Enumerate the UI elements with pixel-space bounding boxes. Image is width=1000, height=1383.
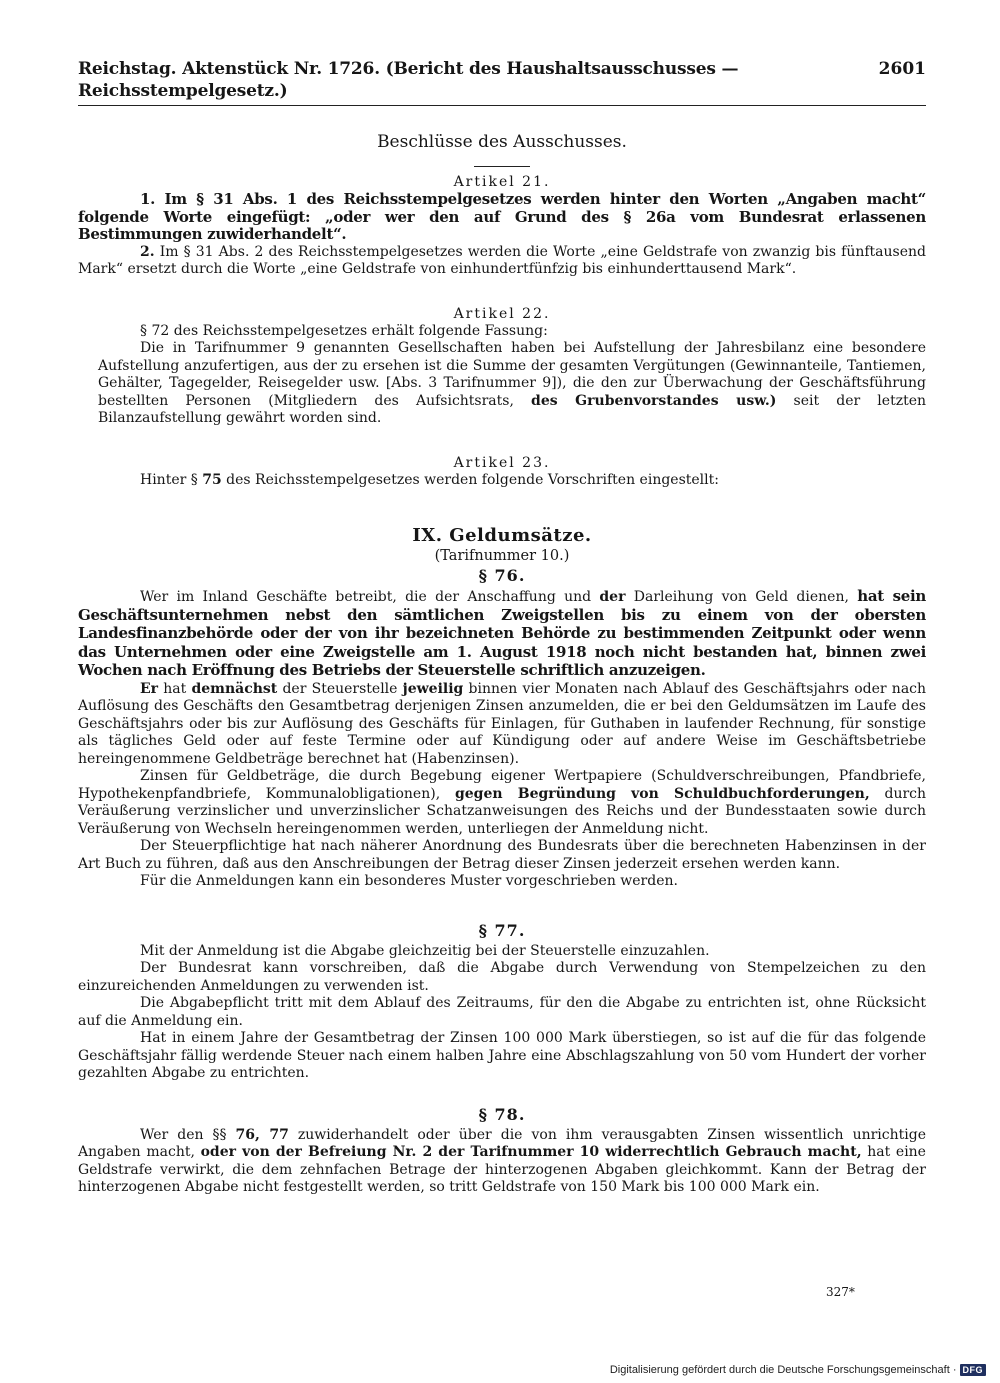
footer-text: Digitalisierung gefördert durch die Deutsche Forschungsgemeinschaft · [609,1364,957,1376]
article-21-para-1: 1. Im § 31 Abs. 1 des Reichsstempelgesetzes werden hinter den Worten „Angaben macht“ folgende Worte eingefügt: „oder wer den auf Grund des § 26a vom Bundesrat erlassenen Bestimmungen zuwiderhandelt“. [78,190,926,243]
section-76-para-1-bold: hat sein Geschäftsunternehmen nebst den sämtlichen Zweigstellen bis zu einem von der obersten Landesfinanzbehörde oder der von ihr bezeichneten Behörde zu bestimmenden Zeitpunkt oder wenn das Unternehmen oder eine Zweigstelle am 1. August 1918 noch nicht bestanden hat, binnen zwei Wochen nach Eröffnung des Betriebs der Steuerstelle schriftlich anzuzeigen. [78,587,927,679]
section-76-para-3-b: durch Veräußerung verzinslicher und unverzinslicher Schatzanweisungen des Reichs und der Bundesstaaten sowie durch Veräußerung von Wechseln hereingenommen werden, unterliegen der Anmeldung nicht. [78,785,927,837]
article-21-heading: Artikel 21. [453,174,551,190]
section-76-para-2-bold-1: Er [140,680,159,697]
article-21-para-2 [78,244,926,279]
section-77-heading: § 77. [478,920,526,940]
article-22-body-end: seit der letzten Bilanzaufstellung gewährt worden sind. [98,392,926,426]
section-76-para-1 [78,588,926,681]
section-76-para-2-bold-2: demnächst [191,680,278,697]
article-23-intro-a: Hinter § [140,471,198,488]
article-22-intro: § 72 des Reichsstempelgesetzes erhält folgende Fassung: [140,322,548,339]
signature-mark: 327* [826,1285,855,1299]
section-76-para-5: Für die Anmeldungen kann ein besonderes Muster vorgeschrieben werden. [140,873,678,889]
section-76-para-3 [78,768,926,838]
section-78-para-bold-2: oder von der Befreiung Nr. 2 der Tarifnummer 10 widerrechtlich Gebrauch macht, [200,1144,862,1160]
footer-credit [610,1364,986,1376]
article-23-heading: Artikel 23. [453,454,551,471]
section-77-para-3: Die Abgabepflicht tritt mit dem Ablauf des Zeitraums, für den die Abgabe zu entrichten ist, ohne Rücksicht auf die Anmeldung ein. [78,995,926,1029]
article-23-intro [78,472,926,490]
section-78-para-bold-1: 76, 77 [235,1126,289,1143]
section-78-para-c: hat eine Geldstrafe verwirkt, die dem zehnfachen Betrage der hinterzogenen Abgaben gleichkommt. Kann der Betrag der hinterzogenen Abgabe nicht festgestellt werden, so tritt Geldstrafe von 150 Mark bis 100 000 Mark ein. [78,1144,926,1195]
section-76-para-3-a: Zinsen für Geldbeträge, die durch Begebung eigener Wertpapiere (Schuldverschreibungen, Pfandbriefe, Hypothekenpfandbriefe, Kommunalobligationen), [78,768,926,802]
running-header [78,58,926,106]
section-76-para-4: Der Steuerpflichtige hat nach näherer Anordnung des Bundesrats über die berechneten Habenzinsen in der Art Buch zu führen, daß aus den Anschreibungen der Betrag dieser Zinsen jederzeit ersehen werden kann. [78,838,926,872]
section-76-para-1-a: Wer im Inland Geschäfte betreibt, die der Anschaffung und [140,589,592,605]
section-77-para-1: Mit der Anmeldung ist die Abgabe gleichzeitig bei der Steuerstelle einzuzahlen. [140,942,710,959]
chapter-heading: IX. Geldumsätze. [412,525,592,546]
article-23-intro-bold: 75 [202,471,222,488]
section-title: Beschlüsse des Ausschusses. [377,132,627,152]
dfg-logo-icon: DFG [960,1364,987,1376]
section-76-para-2 [78,681,926,769]
section-76-para-3-bold: gegen Begründung von Schuldbuchforderungen, [454,785,870,802]
section-76-para-2-c: binnen vier Monaten nach Ablauf des Geschäftsjahrs oder nach Auflösung des Geschäfts den Gesamtbetrag derjenigen Zinsen anzumelden, die er bei den Geldumsätzen im Laufe des Geschäftsjahrs oder bis zur Auflösung des Geschäfts für Einlagen, für Guthaben in laufender Rechnung, für sonstige als tägliches Geld oder auf feste Termine oder auf Kündigung oder auf andere Weise im Geschäftsbetriebe hereingenommene Geldbeträge berechnet hat (Habenzinsen). [78,680,927,767]
divider [474,166,530,167]
section-76-heading: § 76. [478,566,526,585]
article-22-body [78,340,926,428]
section-78-para [78,1127,926,1197]
article-23-intro-b: des Reichsstempelgesetzes werden folgende Vorschriften eingestellt: [226,471,719,488]
article-22-body-text: Die in Tarifnummer 9 genannten Gesellschaften haben bei Aufstellung der Jahresbilanz eine besondere Aufstellung anzufertigen, aus der zu ersehen ist die Summe der gesamten Vergütungen (Gewinnanteile, Tantiemen, Gehälter, Tagegelder, Reisegelder usw. [Abs. 3 Tarifnummer 9]), die den zur Überwachung der Geschäftsführung bestellten Personen (Mitgliedern des Aufsichtsrats, [98,340,926,409]
document-page [78,58,926,1197]
section-76-para-2-b: der Steuerstelle [282,680,398,697]
section-76-para-1-b: der [599,589,626,605]
article-21-para-2-number: 2. [140,243,155,260]
section-77-para-2: Der Bundesrat kann vorschreiben, daß die Abgabe durch Verwendung von Stempelzeichen zu den einzureichenden Anmeldungen zu verwenden ist. [78,960,926,994]
article-22-body-bold: des Grubenvorstandes usw.) [531,392,777,409]
section-76-para-2-a: hat [163,680,187,697]
section-76-para-2-bold-3: jeweilig [402,680,464,697]
section-77-para-4: Hat in einem Jahre der Gesamtbetrag der Zinsen 100 000 Mark überstiegen, so ist auf die für das folgende Geschäftsjahr fällig werdende Steuer nach einem halben Jahre eine Abschlagszahlung von 50 vom Hundert der vorher gezahlten Abgabe zu entrichten. [78,1030,926,1081]
page-number: 2601 [878,59,926,79]
header-title: Reichstag. Aktenstück Nr. 1726. (Bericht des Haushaltsausschusses — Reichsstempelgesetz.) [78,59,739,101]
article-22-heading: Artikel 22. [453,305,551,322]
section-76-para-1-c: Darleihung von Geld dienen, [633,589,849,605]
section-78-para-a: Wer den §§ [140,1126,227,1143]
section-78-heading: § 78. [478,1104,526,1124]
article-21-para-2-text: Im § 31 Abs. 2 des Reichsstempelgesetzes werden die Worte „eine Geldstrafe von zwanzig bis fünftausend Mark“ ersetzt durch die Worte „eine Geldstrafe von einhundertfünfzig bis einhunderttausend Mark“. [78,243,926,277]
chapter-subheading: (Tarifnummer 10.) [434,548,570,564]
section-78-para-b: zuwiderhandelt oder über die von ihm verausgabten Zinsen wissentlich unrichtige Angaben macht, [78,1126,926,1160]
